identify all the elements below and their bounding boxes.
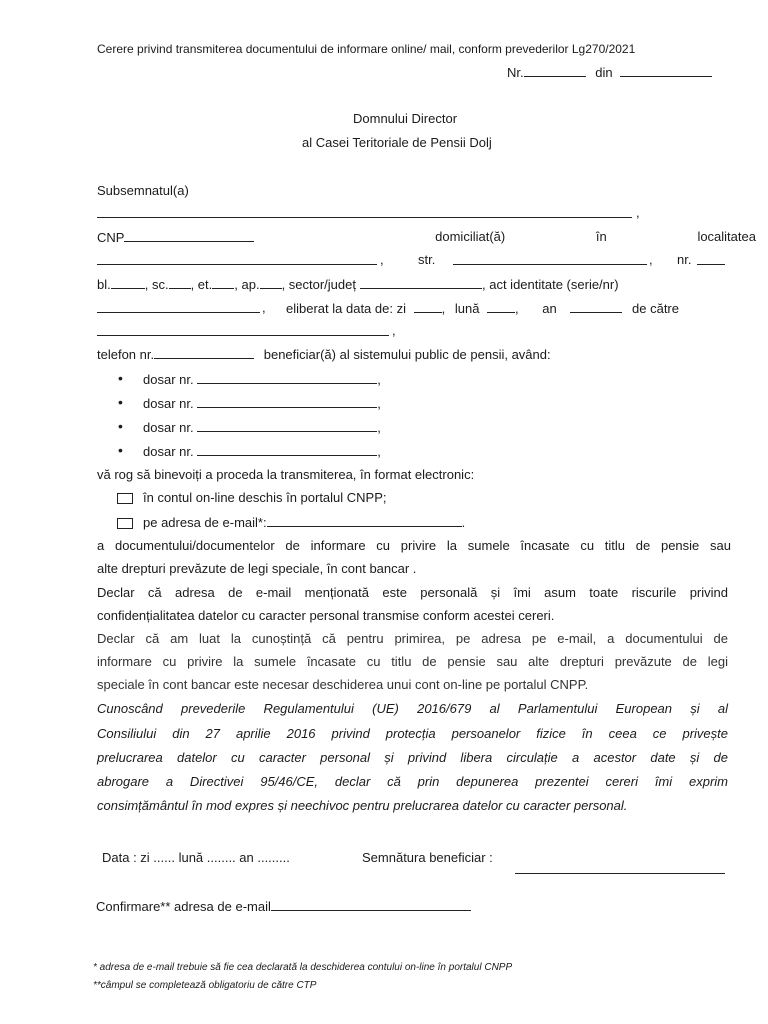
dosar-field-2[interactable] — [197, 395, 377, 408]
option-online-label: în contul on-line deschis în portalul CNPP; — [143, 490, 387, 505]
et-label: , et. — [190, 277, 213, 292]
act-comma: , — [262, 300, 266, 315]
domiciliat-label: domiciliat(ă) — [435, 229, 506, 244]
declaration-2-line-2: informare cu privire la sumele încasate cu titlu de pensie sau alte drepturi prevăzute de legi — [97, 654, 728, 669]
addressee-line-1: Domnului Director — [353, 111, 458, 126]
signature-label: Semnătura beneficiar : — [362, 850, 493, 865]
eliberat-row — [286, 300, 679, 316]
nr-label: Nr. — [507, 65, 524, 80]
name-comma: , — [636, 205, 640, 220]
localitatea-label: localitatea — [697, 229, 756, 244]
footnote-2: **câmpul se completează obligatoriu de către CTP — [93, 980, 317, 991]
signature-field[interactable] — [515, 873, 725, 874]
dosar-label: dosar nr. — [143, 372, 194, 387]
request-text: vă rog să binevoiți a proceda la transmiterea, în format electronic: — [97, 467, 475, 482]
date-line: Data : zi ...... lună ........ an ......... — [102, 850, 290, 865]
dosar-item-2: dosar nr. , — [143, 396, 381, 411]
option-email: pe adresa de e-mail*: . — [117, 514, 465, 530]
cnp-row — [97, 229, 756, 245]
bullet-icon: • — [118, 370, 123, 386]
form-title: Cerere privind transmiterea documentului de informare online/ mail, conform prevederilor Lg270/2021 — [97, 42, 636, 56]
de-catre-comma: , — [392, 323, 396, 338]
dosar-label: dosar nr. — [143, 444, 194, 459]
dosar-field-1[interactable] — [197, 371, 377, 384]
act-label: , act identitate (serie/nr) — [482, 277, 619, 292]
str-label: str. — [418, 252, 436, 267]
din-label: din — [595, 65, 613, 80]
dosar-field-4[interactable] — [197, 443, 377, 456]
gdpr-line-4: abrogare a Directivei 95/46/CE, declar că prin depunerea prezentei cereri îmi exprim — [97, 774, 728, 789]
luna-comma: , — [515, 301, 519, 316]
addressee-line-2: al Casei Teritoriale de Pensii Dolj — [302, 135, 492, 150]
subsemnatul-label: Subsemnatul(a) — [97, 183, 189, 198]
dosar-item-4: dosar nr. , — [143, 444, 381, 459]
option-online-account — [117, 490, 387, 505]
telefon-label: telefon nr. — [97, 347, 155, 362]
sc-field[interactable] — [169, 276, 191, 289]
doc-line-2: alte drepturi prevăzute de legi speciale, în cont bancar . — [97, 561, 417, 576]
ap-field[interactable] — [260, 276, 282, 289]
online-account-checkbox[interactable] — [117, 493, 133, 504]
confirmation-email-field[interactable] — [271, 898, 471, 911]
sector-field[interactable] — [360, 276, 482, 289]
bl-label: bl. — [97, 277, 111, 292]
gdpr-line-1: Cunoscând prevederile Regulamentului (UE) 2016/679 al Parlamentului European și al — [97, 701, 728, 716]
confirmation-row — [96, 898, 471, 914]
et-field[interactable] — [212, 276, 234, 289]
ap-label: , ap. — [234, 277, 260, 292]
an-field[interactable] — [570, 300, 622, 313]
beneficiar-label: beneficiar(ă) al sistemului public de pensii, având: — [263, 347, 551, 362]
doc-line-1: a documentului/documentelor de informare cu privire la sumele încasate cu titlu de pensie sau — [97, 538, 731, 553]
nr-address-field[interactable] — [697, 264, 725, 265]
bullet-icon: • — [118, 442, 123, 458]
localitate-comma: , — [380, 252, 384, 267]
eliberat-label: eliberat la data de: zi — [286, 301, 406, 316]
act-field[interactable] — [97, 312, 260, 313]
bullet-icon: • — [118, 394, 123, 410]
telefon-field[interactable] — [154, 346, 254, 359]
de-catre-label: de către — [632, 301, 679, 316]
luna-field[interactable] — [487, 300, 515, 313]
dosar-item-1: dosar nr. , — [143, 372, 381, 387]
building-row — [97, 276, 619, 292]
cnp-label: CNP — [97, 230, 125, 245]
zi-field[interactable] — [414, 300, 442, 313]
dosar-item-3: dosar nr. , — [143, 420, 381, 435]
sector-label: , sector/județ — [281, 277, 356, 292]
declaration-2-line-3: speciale în cont bancar este necesar deschiderea unui cont on-line pe portalul CNPP. — [97, 677, 589, 692]
declaration-2-line-1: Declar că am luat la cunoștință că pentru primirea, pe adresa pe e-mail, a documentului de — [97, 631, 728, 646]
str-comma: , — [649, 252, 653, 267]
dosar-label: dosar nr. — [143, 396, 194, 411]
bullet-icon: • — [118, 418, 123, 434]
name-field[interactable] — [97, 217, 632, 218]
declaration-1-line-2: confidențialitatea datelor cu caracter personal transmise conform acestei cereri. — [97, 608, 555, 623]
email-field[interactable] — [267, 514, 462, 527]
dosar-field-3[interactable] — [197, 419, 377, 432]
str-field[interactable] — [453, 264, 647, 265]
nr-address-label: nr. — [677, 252, 692, 267]
bl-field[interactable] — [111, 276, 145, 289]
cnp-field[interactable] — [124, 229, 254, 242]
localitate-field[interactable] — [97, 264, 377, 265]
telefon-row — [97, 346, 551, 362]
an-label: an — [542, 301, 557, 316]
gdpr-line-5: consimțământul în mod expres și neechivoc pentru prelucrarea datelor cu caracter personal. — [97, 798, 628, 813]
registration-number — [507, 64, 712, 80]
luna-label: lună — [454, 301, 480, 316]
footnote-1: * adresa de e-mail trebuie să fie cea declarată la deschiderea contului on-line în portalul CNPP — [93, 962, 513, 973]
in-label: în — [595, 229, 607, 244]
gdpr-line-3: prelucrarea datelor cu caracter personal și privind libera circulație a acestor date și de — [97, 750, 728, 765]
din-field[interactable] — [620, 64, 712, 77]
gdpr-line-2: Consiliului din 27 aprilie 2016 privind protecția persoanelor fizice în ceea ce privește — [97, 726, 728, 741]
confirmation-label: Confirmare** adresa de e-mail — [96, 899, 271, 914]
nr-field[interactable] — [524, 64, 586, 77]
de-catre-field[interactable] — [97, 335, 389, 336]
zi-comma: , — [441, 301, 446, 316]
declaration-1-line-1: Declar că adresa de e-mail menționată este personală și îmi asum toate riscurile privind — [97, 585, 728, 600]
option-email-label: pe adresa de e-mail*: — [143, 515, 267, 530]
dosar-label: dosar nr. — [143, 420, 194, 435]
sc-label: , sc. — [144, 277, 169, 292]
email-checkbox[interactable] — [117, 518, 133, 529]
